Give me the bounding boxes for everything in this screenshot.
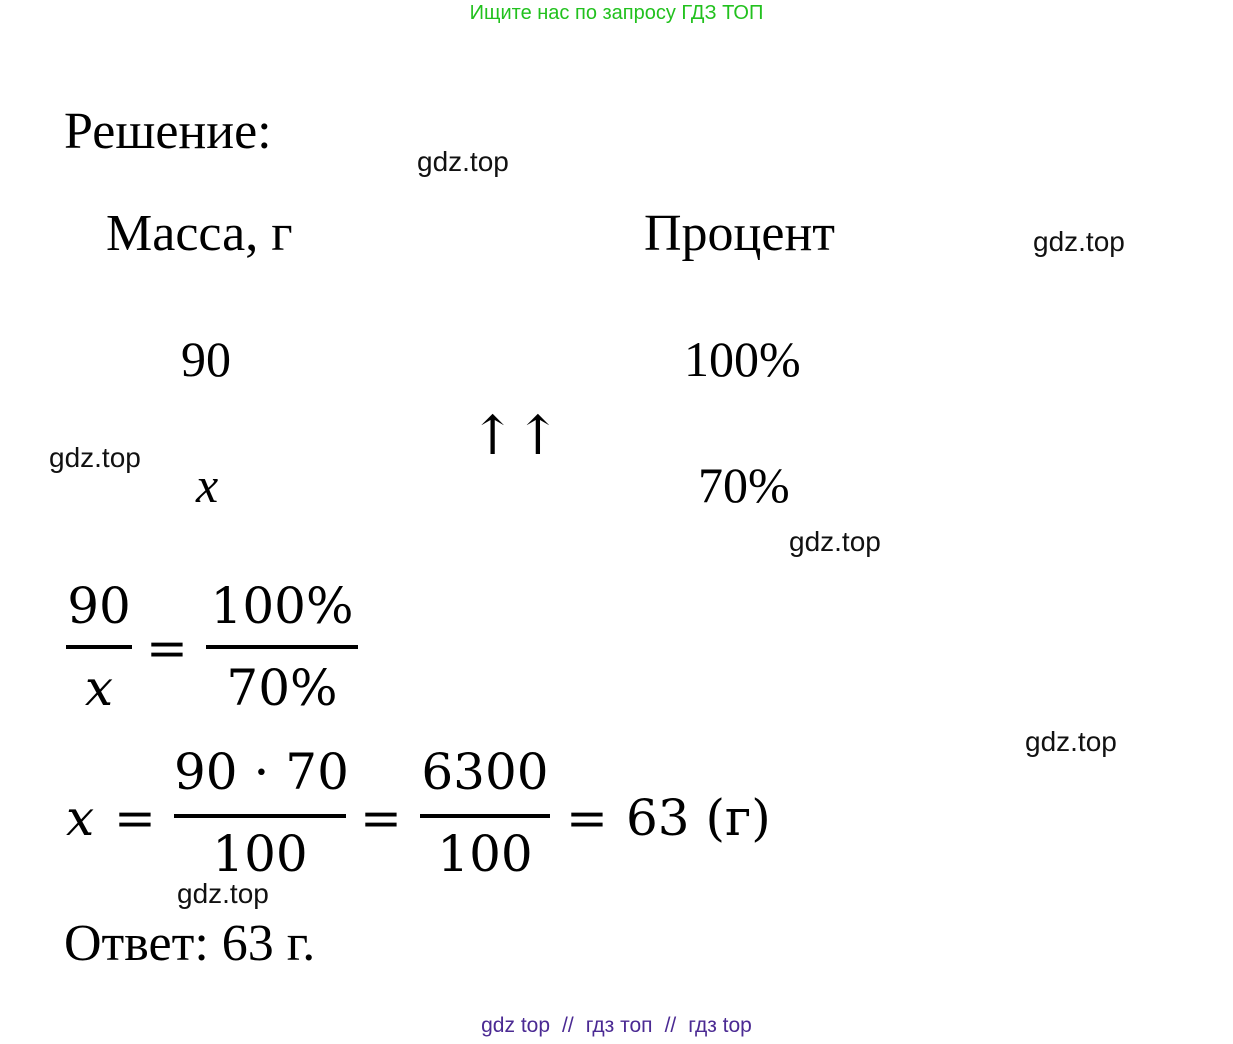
calc-denominator-2: 100: [437, 825, 533, 883]
footer-links: [0, 1012, 1233, 1040]
fraction-bar: [174, 814, 346, 818]
row2-percent: 70%: [698, 457, 790, 513]
row2-mass: x: [196, 457, 219, 513]
calc-numerator-2: 6300: [421, 743, 549, 801]
watermark: gdz.top: [177, 878, 269, 909]
watermark: gdz.top: [1033, 226, 1125, 257]
proportion-right-numerator: 100%: [210, 577, 354, 635]
column-header-percent: Процент: [644, 205, 836, 262]
watermark: gdz.top: [417, 146, 509, 177]
footer-separator: //: [562, 1014, 574, 1037]
footer-separator: //: [664, 1014, 677, 1037]
watermark: gdz.top: [49, 442, 141, 473]
footer-link-gdz-top[interactable]: gdz top: [481, 1014, 551, 1037]
column-header-mass: Масса, г: [106, 205, 293, 262]
answer-text: Ответ: 63 г.: [64, 915, 316, 972]
watermark: gdz.top: [789, 526, 881, 557]
calc-equals: =: [114, 789, 156, 847]
watermark: gdz.top: [1025, 726, 1117, 757]
calc-equals: =: [566, 789, 608, 847]
fraction-bar: [66, 645, 132, 649]
footer-link-gdz-top-mixed[interactable]: гдз top: [688, 1014, 752, 1037]
calc-numerator-1: 90 · 70: [174, 743, 349, 801]
fraction-bar: [206, 645, 358, 649]
fraction-bar: [420, 814, 550, 818]
row1-percent: 100%: [684, 331, 801, 387]
proportion-equals: =: [146, 619, 188, 677]
direct-proportion-arrows: ↑↑: [470, 404, 561, 467]
proportion-left-denominator: x: [84, 659, 114, 717]
proportion-right-denominator: 70%: [226, 659, 338, 717]
calc-variable: x: [66, 789, 95, 847]
top-banner: Ищите нас по запросу ГДЗ ТОП: [469, 2, 764, 24]
calc-denominator-1: 100: [212, 825, 308, 883]
calc-result: 63 (г): [626, 789, 771, 847]
solution-heading: Решение:: [64, 103, 272, 160]
calc-equals: =: [360, 789, 402, 847]
proportion-left-numerator: 90: [67, 577, 131, 635]
row1-mass: 90: [181, 331, 231, 387]
footer-link-gdz-top-ru[interactable]: гдз топ: [585, 1014, 653, 1037]
